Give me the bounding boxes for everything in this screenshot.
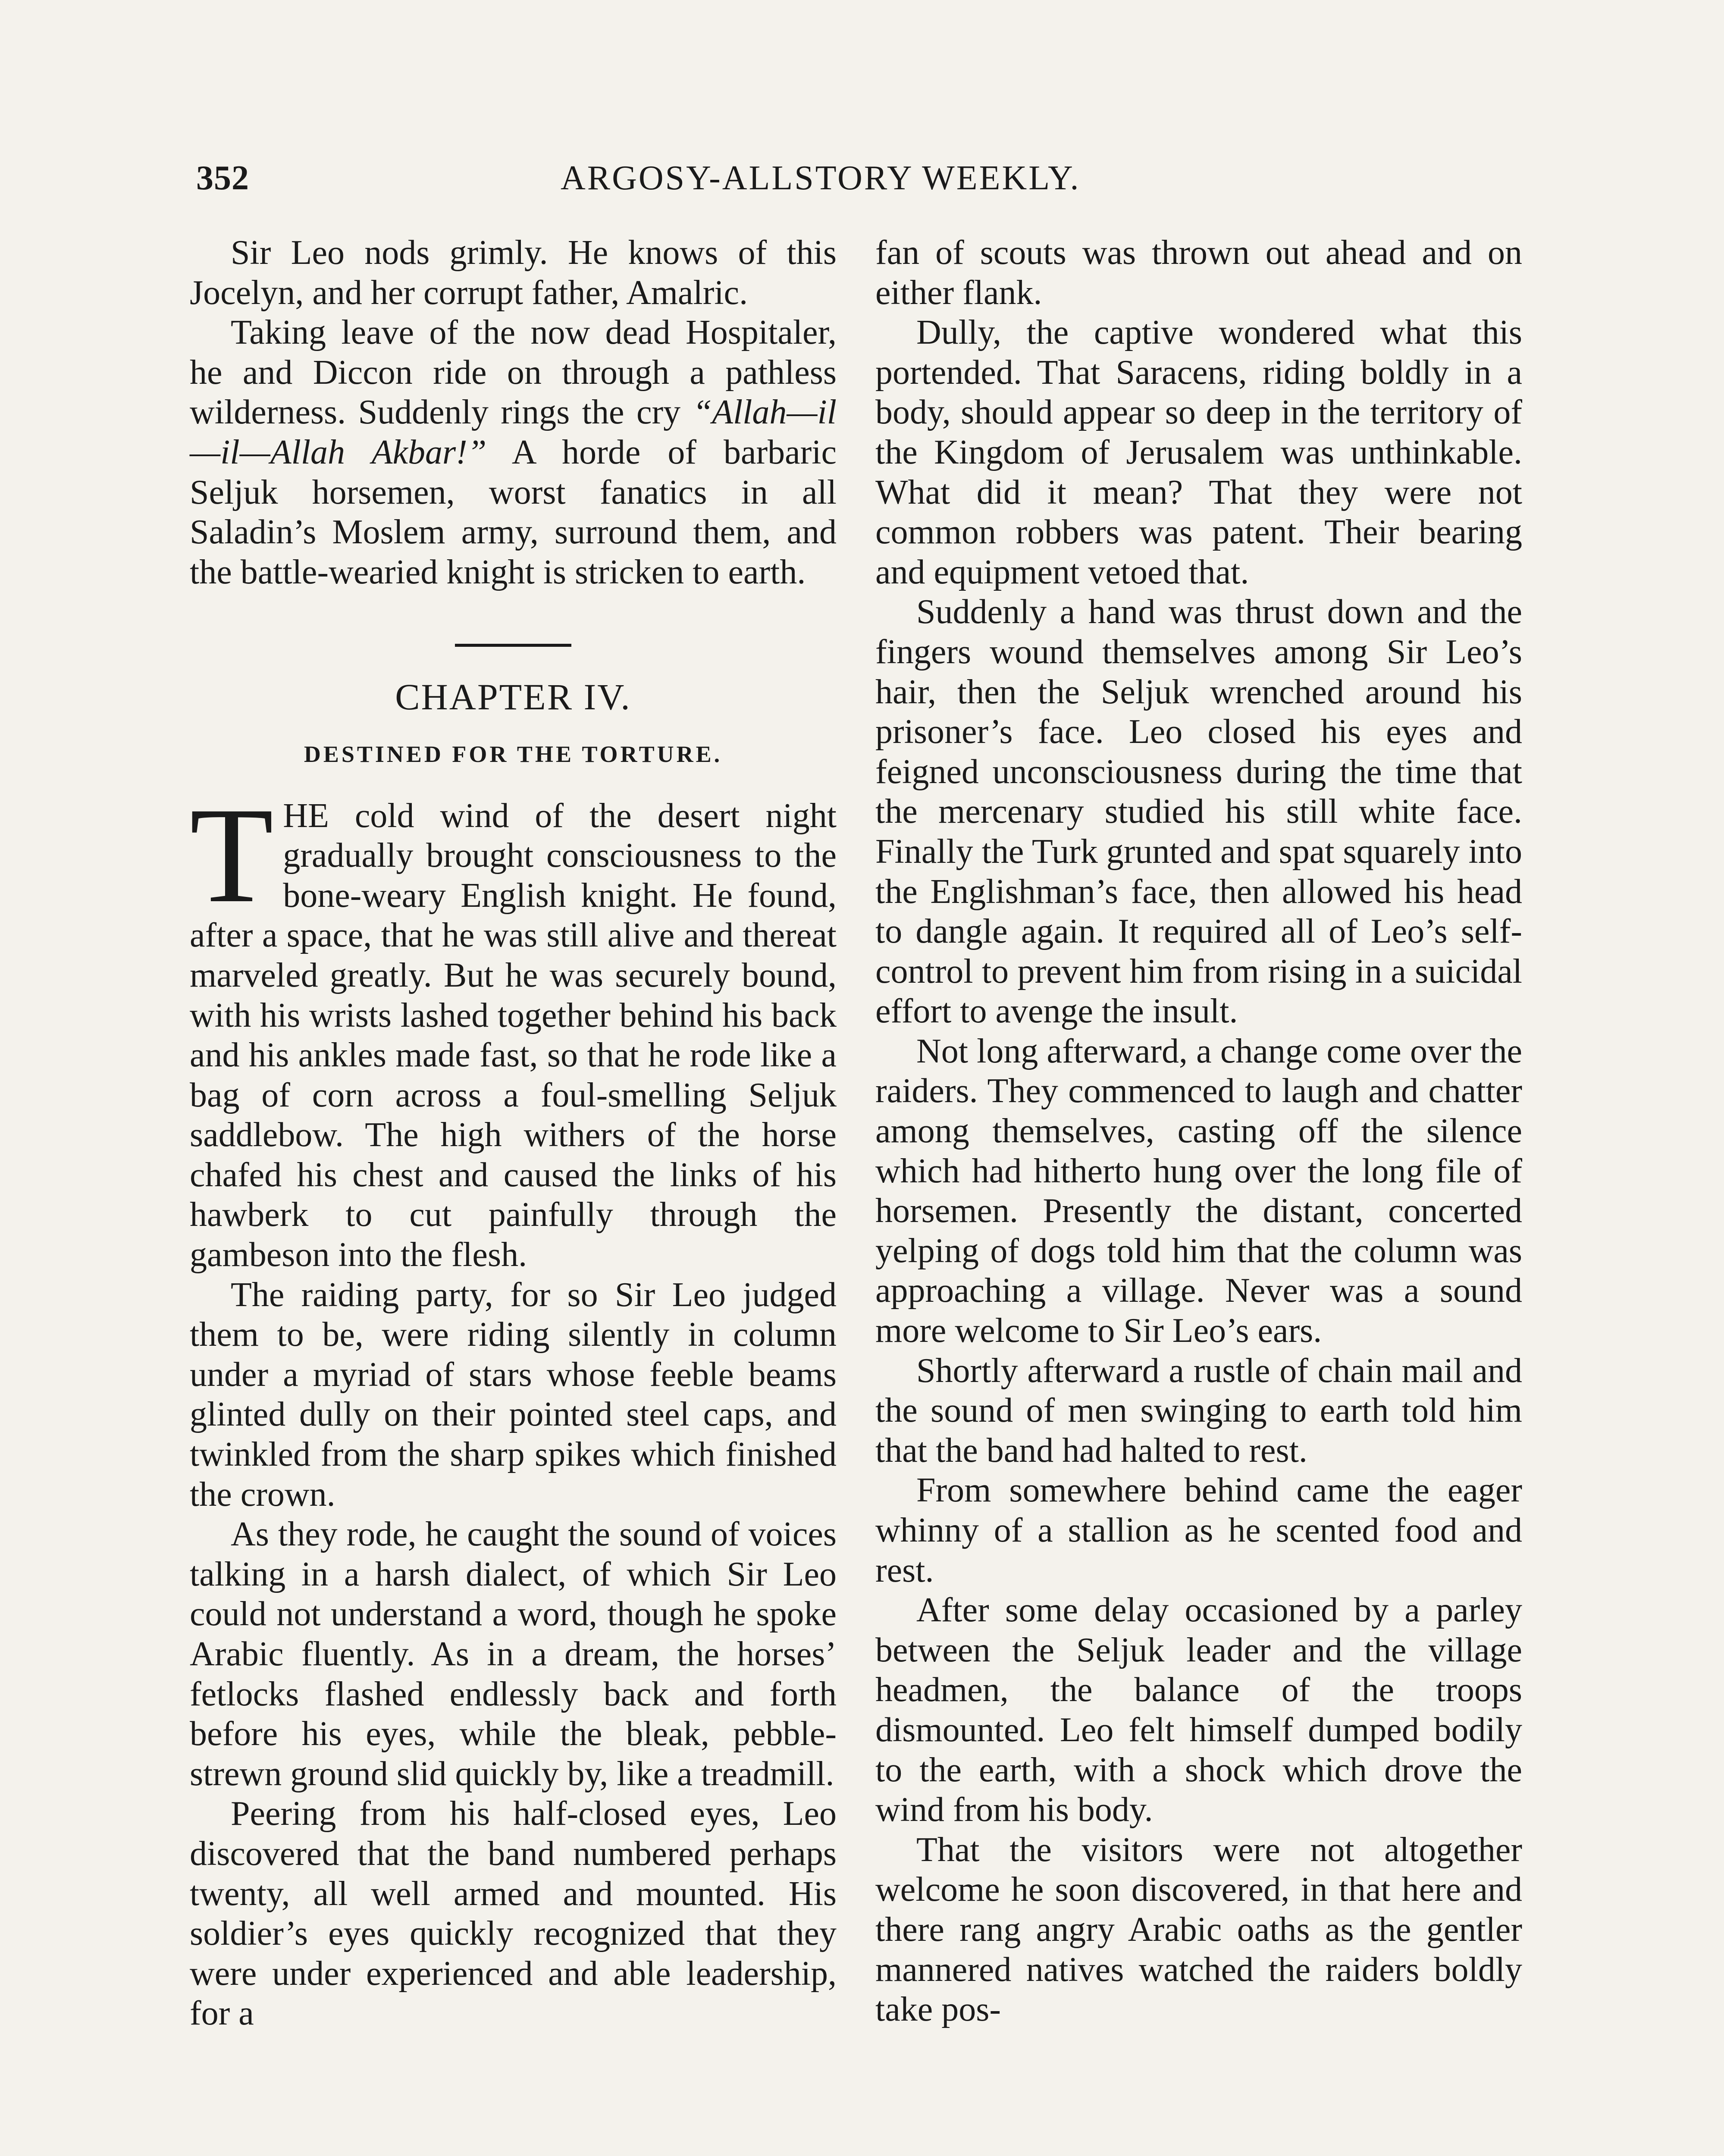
paragraph: fan of scouts was thrown out ahead and on either flank.: [875, 234, 1522, 312]
paragraph: As they rode, he caught the sound of voices talking in a harsh dialect, of which Sir Leo could not understand a word, though he spoke Arabic fluently. As in a dream, the horses’ fetlocks flashed endlessly back and forth before his eyes, while the bleak, pebble-strewn ground slid quickly by, like a treadmill.: [190, 1515, 837, 1793]
paragraph: Dully, the captive wondered what this portended. That Saracens, riding boldly in a body, should appear so deep in the territory of the Kingdom of Jerusalem was unthinkable. What did it mean? That they were not common robbers was patent. Their bearing and equipment vetoed that.: [875, 313, 1522, 591]
section-divider: [455, 644, 571, 647]
paragraph: [190, 779, 837, 1275]
battle-cry: “Allah—il—il—Allah Akbar!”: [190, 393, 837, 471]
paragraph: Suddenly a hand was thrust down and the fingers wound themselves among Sir Leo’s hair, then the Seljuk wrenched around his prisoner’s face. Leo closed his eyes and feigned unconsciousness during the time that the mercenary studied his still white face. Finally the Turk grunted and spat squarely into the Englishman’s face, then allowed his head to dangle again. It required all of Leo’s self-control to prevent him from rising in a suicidal effort to avenge the insult.: [875, 593, 1522, 1031]
paragraph-text: HE cold wind of the desert night gradually brought consciousness to the bone-weary English knight. He found, after a space, that he was still alive and thereat marveled greatly. But he was securely bound, with his wrists lashed together behind his back and his ankles made fast, so that he rode like a bag of corn across a foul-smelling Seljuk saddlebow. The high withers of the horse chafed his chest and caused the links of his hawberk to cut painfully through the gambeson into the flesh.: [190, 796, 837, 1274]
paragraph: Shortly afterward a rustle of chain mail and the sound of men swinging to earth told him that the band had halted to rest.: [875, 1351, 1522, 1470]
left-column: [190, 233, 837, 2034]
paragraph: From somewhere behind came the eager whinny of a stallion as he scented food and rest.: [875, 1471, 1522, 1589]
running-title: ARGOSY-ALLSTORY WEEKLY.: [561, 159, 1081, 197]
chapter-title: CHAPTER IV.: [395, 676, 631, 718]
chapter-subtitle: DESTINED FOR THE TORTURE.: [304, 741, 723, 767]
paragraph: Sir Leo nods grimly. He knows of this Jocelyn, and her corrupt father, Amalric.: [190, 234, 837, 312]
page-number: 352: [196, 159, 249, 197]
paragraph-text: Taking leave of the now dead Hospitaler, he and Diccon ride on through a pathless wilderness. Suddenly rings the cry: [190, 313, 837, 432]
drop-cap: T: [190, 779, 274, 931]
right-column: [875, 233, 1522, 2030]
paragraph: After some delay occasioned by a parley between the Seljuk leader and the village headmen, the balance of the troops dismounted. Leo felt himself dumped bodily to the earth, with a shock which drove the wind from his body.: [875, 1591, 1522, 1829]
paragraph: The raiding party, for so Sir Leo judged them to be, were riding silently in column under a myriad of stars whose feeble beams glinted dully on their pointed steel caps, and twinkled from the sharp spikes which finished the crown.: [190, 1275, 837, 1514]
paragraph: That the visitors were not altogether welcome he soon discovered, in that here and there rang angry Arabic oaths as the gentler mannered natives watched the raiders boldly take pos-: [875, 1830, 1522, 2029]
paragraph: Not long afterward, a change come over the raiders. They commenced to laugh and chatter among themselves, casting off the silence which had hitherto hung over the long file of horsemen. Presently the distant, concerted yelping of dogs told him that the column was approaching a village. Never was a sound more welcome to Sir Leo’s ears.: [875, 1032, 1522, 1350]
paragraph: [190, 313, 837, 592]
paragraph: Peering from his half-closed eyes, Leo discovered that the band numbered perhaps twenty, all well armed and mounted. His soldier’s eyes quickly recognized that they were under experienced and able leadership, for a: [190, 1795, 837, 2033]
paragraph-text: A horde of barbaric Seljuk horsemen, worst fanatics in all Saladin’s Moslem army, surround them, and the battle-wearied knight is stricken to earth.: [190, 433, 837, 591]
